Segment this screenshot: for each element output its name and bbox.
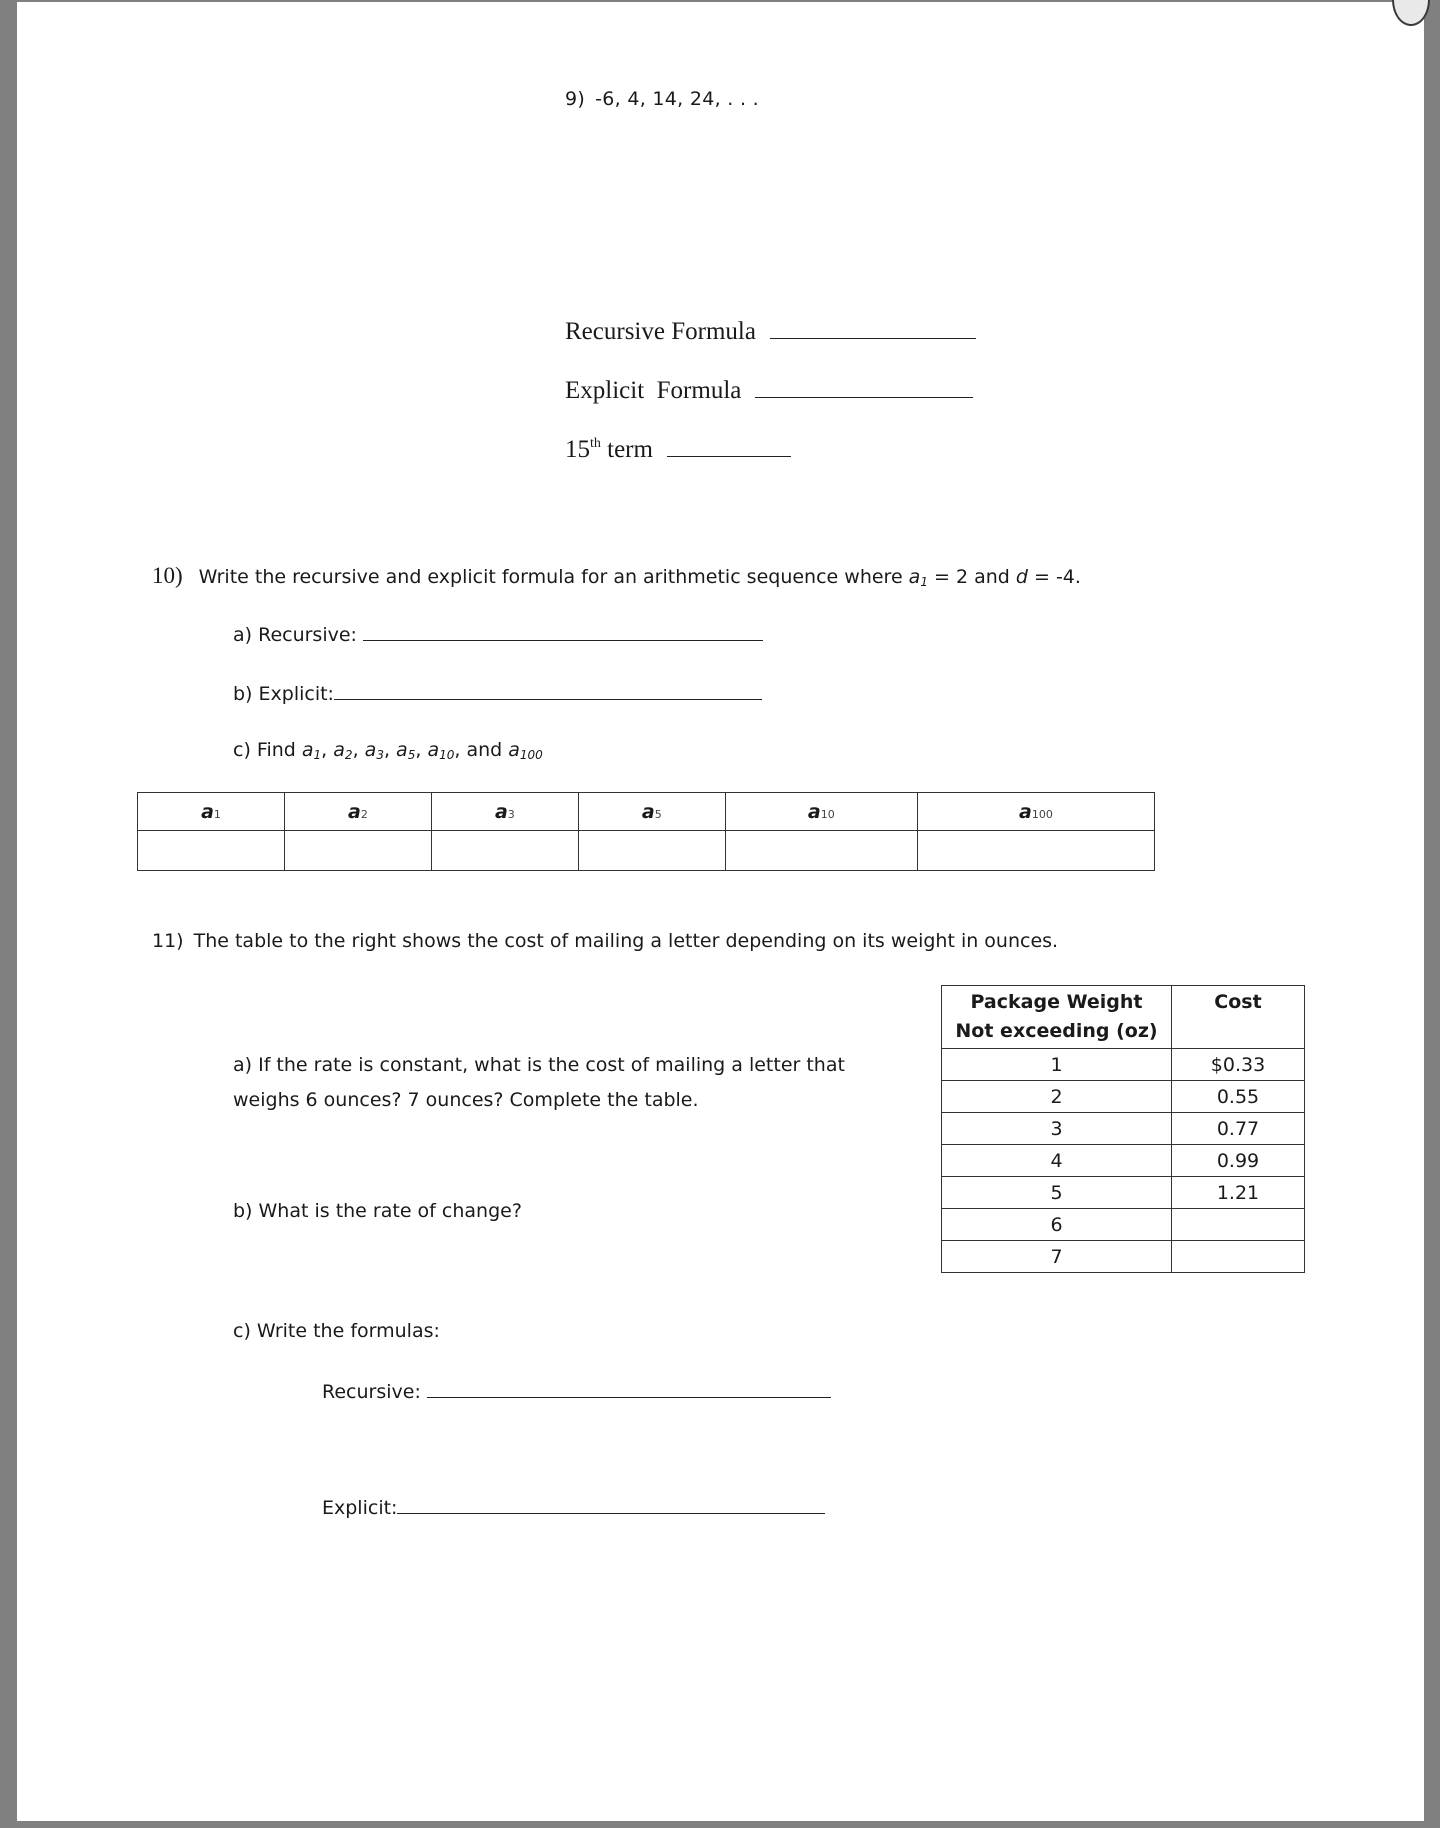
cost-table-row [942, 1081, 1305, 1113]
sequence-answer-cell[interactable] [917, 831, 1154, 871]
header-subscript: 3 [507, 807, 515, 821]
find-term-separator: , and [454, 739, 509, 761]
q10-find-terms [302, 739, 543, 761]
header-var: a [201, 800, 214, 823]
find-term-var: a [427, 739, 440, 761]
cost-table-header-row [942, 986, 1305, 1049]
q10-part-c [233, 739, 543, 762]
sequence-answer-cell[interactable] [431, 831, 578, 871]
q11-recursive-label: Recursive: [322, 1381, 421, 1403]
q11-part-a: a) If the rate is constant, what is the cost of mailing a letter that weighs 6 ounces? 7 ounces? Complete the table. [233, 1054, 845, 1111]
d-value: = -4. [1027, 566, 1081, 588]
sequence-answer-cell[interactable] [138, 831, 285, 871]
sequence-terms-table [137, 792, 1155, 871]
cost-cell[interactable] [1172, 1241, 1305, 1273]
cost-cell: 0.99 [1172, 1145, 1305, 1177]
q11-recursive [322, 1379, 831, 1403]
a-variable: a [908, 566, 921, 588]
q9-explicit-answer-blank[interactable] [755, 377, 973, 398]
q11-explicit-answer-blank[interactable] [397, 1495, 825, 1514]
question-10 [152, 563, 1081, 589]
question-9-sequence: -6, 4, 14, 24, . . . [595, 88, 760, 110]
weight-header-line-1: Package Weight [970, 991, 1143, 1013]
cost-table-row [942, 1113, 1305, 1145]
q9-recursive-formula [565, 318, 976, 346]
cost-cell: 0.77 [1172, 1113, 1305, 1145]
weight-cell: 2 [942, 1081, 1172, 1113]
find-term-var: a [301, 739, 314, 761]
weight-cell: 5 [942, 1177, 1172, 1209]
find-term-subscript: 2 [344, 748, 353, 762]
cost-table-row [942, 1049, 1305, 1081]
weight-header-line-2: Not exceeding (oz) [955, 1020, 1158, 1042]
q9-explicit-label: Explicit Formula [565, 377, 742, 404]
q10-explicit-answer-blank[interactable] [334, 681, 762, 700]
a-value: = 2 and [927, 566, 1016, 588]
q11-recursive-answer-blank[interactable] [427, 1379, 831, 1398]
find-term-separator: , [321, 739, 334, 761]
cost-cell: $0.33 [1172, 1049, 1305, 1081]
page-curl [1392, 0, 1430, 26]
find-term-separator: , [352, 739, 365, 761]
header-var: a [807, 800, 821, 823]
sequence-header-cell [284, 793, 431, 831]
q9-term-suffix: th [590, 436, 601, 451]
sequence-header-cell [578, 793, 725, 831]
find-term-subscript: 5 [407, 748, 416, 762]
q10-find-label: c) Find [233, 739, 302, 761]
q10-part-a [233, 622, 763, 646]
q11-part-c: c) Write the formulas: [233, 1320, 440, 1342]
q10-recursive-answer-blank[interactable] [363, 622, 763, 641]
question-9 [565, 88, 759, 110]
header-var: a [641, 800, 655, 823]
header-var: a [494, 800, 508, 823]
question-9-number: 9) [565, 88, 586, 110]
cost-table-row [942, 1209, 1305, 1241]
q11-explicit [322, 1495, 825, 1519]
weight-cell: 6 [942, 1209, 1172, 1241]
q9-explicit-formula [565, 377, 973, 405]
weight-cell: 1 [942, 1049, 1172, 1081]
header-subscript: 2 [360, 807, 368, 821]
sequence-header-cell [725, 793, 917, 831]
q10-part-b [233, 681, 762, 705]
weight-cell: 4 [942, 1145, 1172, 1177]
cost-cell: 1.21 [1172, 1177, 1305, 1209]
q9-term-answer-blank[interactable] [667, 436, 791, 457]
d-variable: d [1015, 566, 1028, 588]
header-var: a [348, 800, 361, 823]
find-term-subscript: 100 [519, 748, 543, 762]
question-10-prompt: Write the recursive and explicit formula for an arithmetic sequence where [198, 566, 909, 588]
q10-recursive-label: a) Recursive: [233, 624, 357, 646]
find-term-var: a [364, 739, 377, 761]
q9-recursive-answer-blank[interactable] [770, 318, 976, 339]
q9-term-number: 15 [565, 436, 590, 463]
weight-column-header [942, 986, 1172, 1049]
cost-cell: 0.55 [1172, 1081, 1305, 1113]
sequence-header-cell [917, 793, 1154, 831]
cost-cell[interactable] [1172, 1209, 1305, 1241]
question-11 [152, 930, 1058, 952]
sequence-table-answer-row [138, 831, 1155, 871]
q11-explicit-label: Explicit: [322, 1497, 398, 1519]
find-term-subscript: 3 [376, 748, 384, 762]
sequence-answer-cell[interactable] [725, 831, 917, 871]
find-term-var: a [396, 739, 408, 761]
sequence-header-cell [138, 793, 285, 831]
header-subscript: 5 [654, 807, 662, 821]
sequence-answer-cell[interactable] [284, 831, 431, 871]
a-subscript: 1 [920, 575, 928, 589]
q9-term-label: term [607, 436, 653, 463]
q11-part-b: b) What is the rate of change? [233, 1200, 522, 1222]
mailing-cost-table [941, 985, 1305, 1273]
worksheet-page [17, 2, 1424, 1821]
question-10-number: 10) [152, 563, 183, 588]
header-subscript: 10 [820, 807, 835, 821]
cost-table-row [942, 1177, 1305, 1209]
weight-cell: 3 [942, 1113, 1172, 1145]
find-term-subscript: 10 [439, 748, 455, 762]
find-term-var: a [333, 739, 345, 761]
find-term-subscript: 1 [313, 748, 322, 762]
question-11-number: 11) [152, 930, 184, 952]
question-11-prompt: The table to the right shows the cost of mailing a letter depending on its weight in ounces. [193, 930, 1059, 952]
sequence-answer-cell[interactable] [578, 831, 725, 871]
cost-table-row [942, 1145, 1305, 1177]
sequence-header-cell [431, 793, 578, 831]
find-term-var: a [508, 739, 520, 761]
find-term-separator: , [415, 739, 428, 761]
q10-explicit-label: b) Explicit: [233, 683, 334, 705]
q9-15th-term [565, 436, 791, 464]
header-subscript: 100 [1031, 807, 1053, 821]
sequence-table-header-row [138, 793, 1155, 831]
header-subscript: 1 [213, 807, 221, 821]
header-var: a [1019, 800, 1032, 823]
cost-table-row [942, 1241, 1305, 1273]
weight-cell: 7 [942, 1241, 1172, 1273]
find-term-separator: , [383, 739, 397, 761]
cost-column-header: Cost [1172, 986, 1305, 1049]
q9-recursive-label: Recursive Formula [565, 318, 756, 345]
